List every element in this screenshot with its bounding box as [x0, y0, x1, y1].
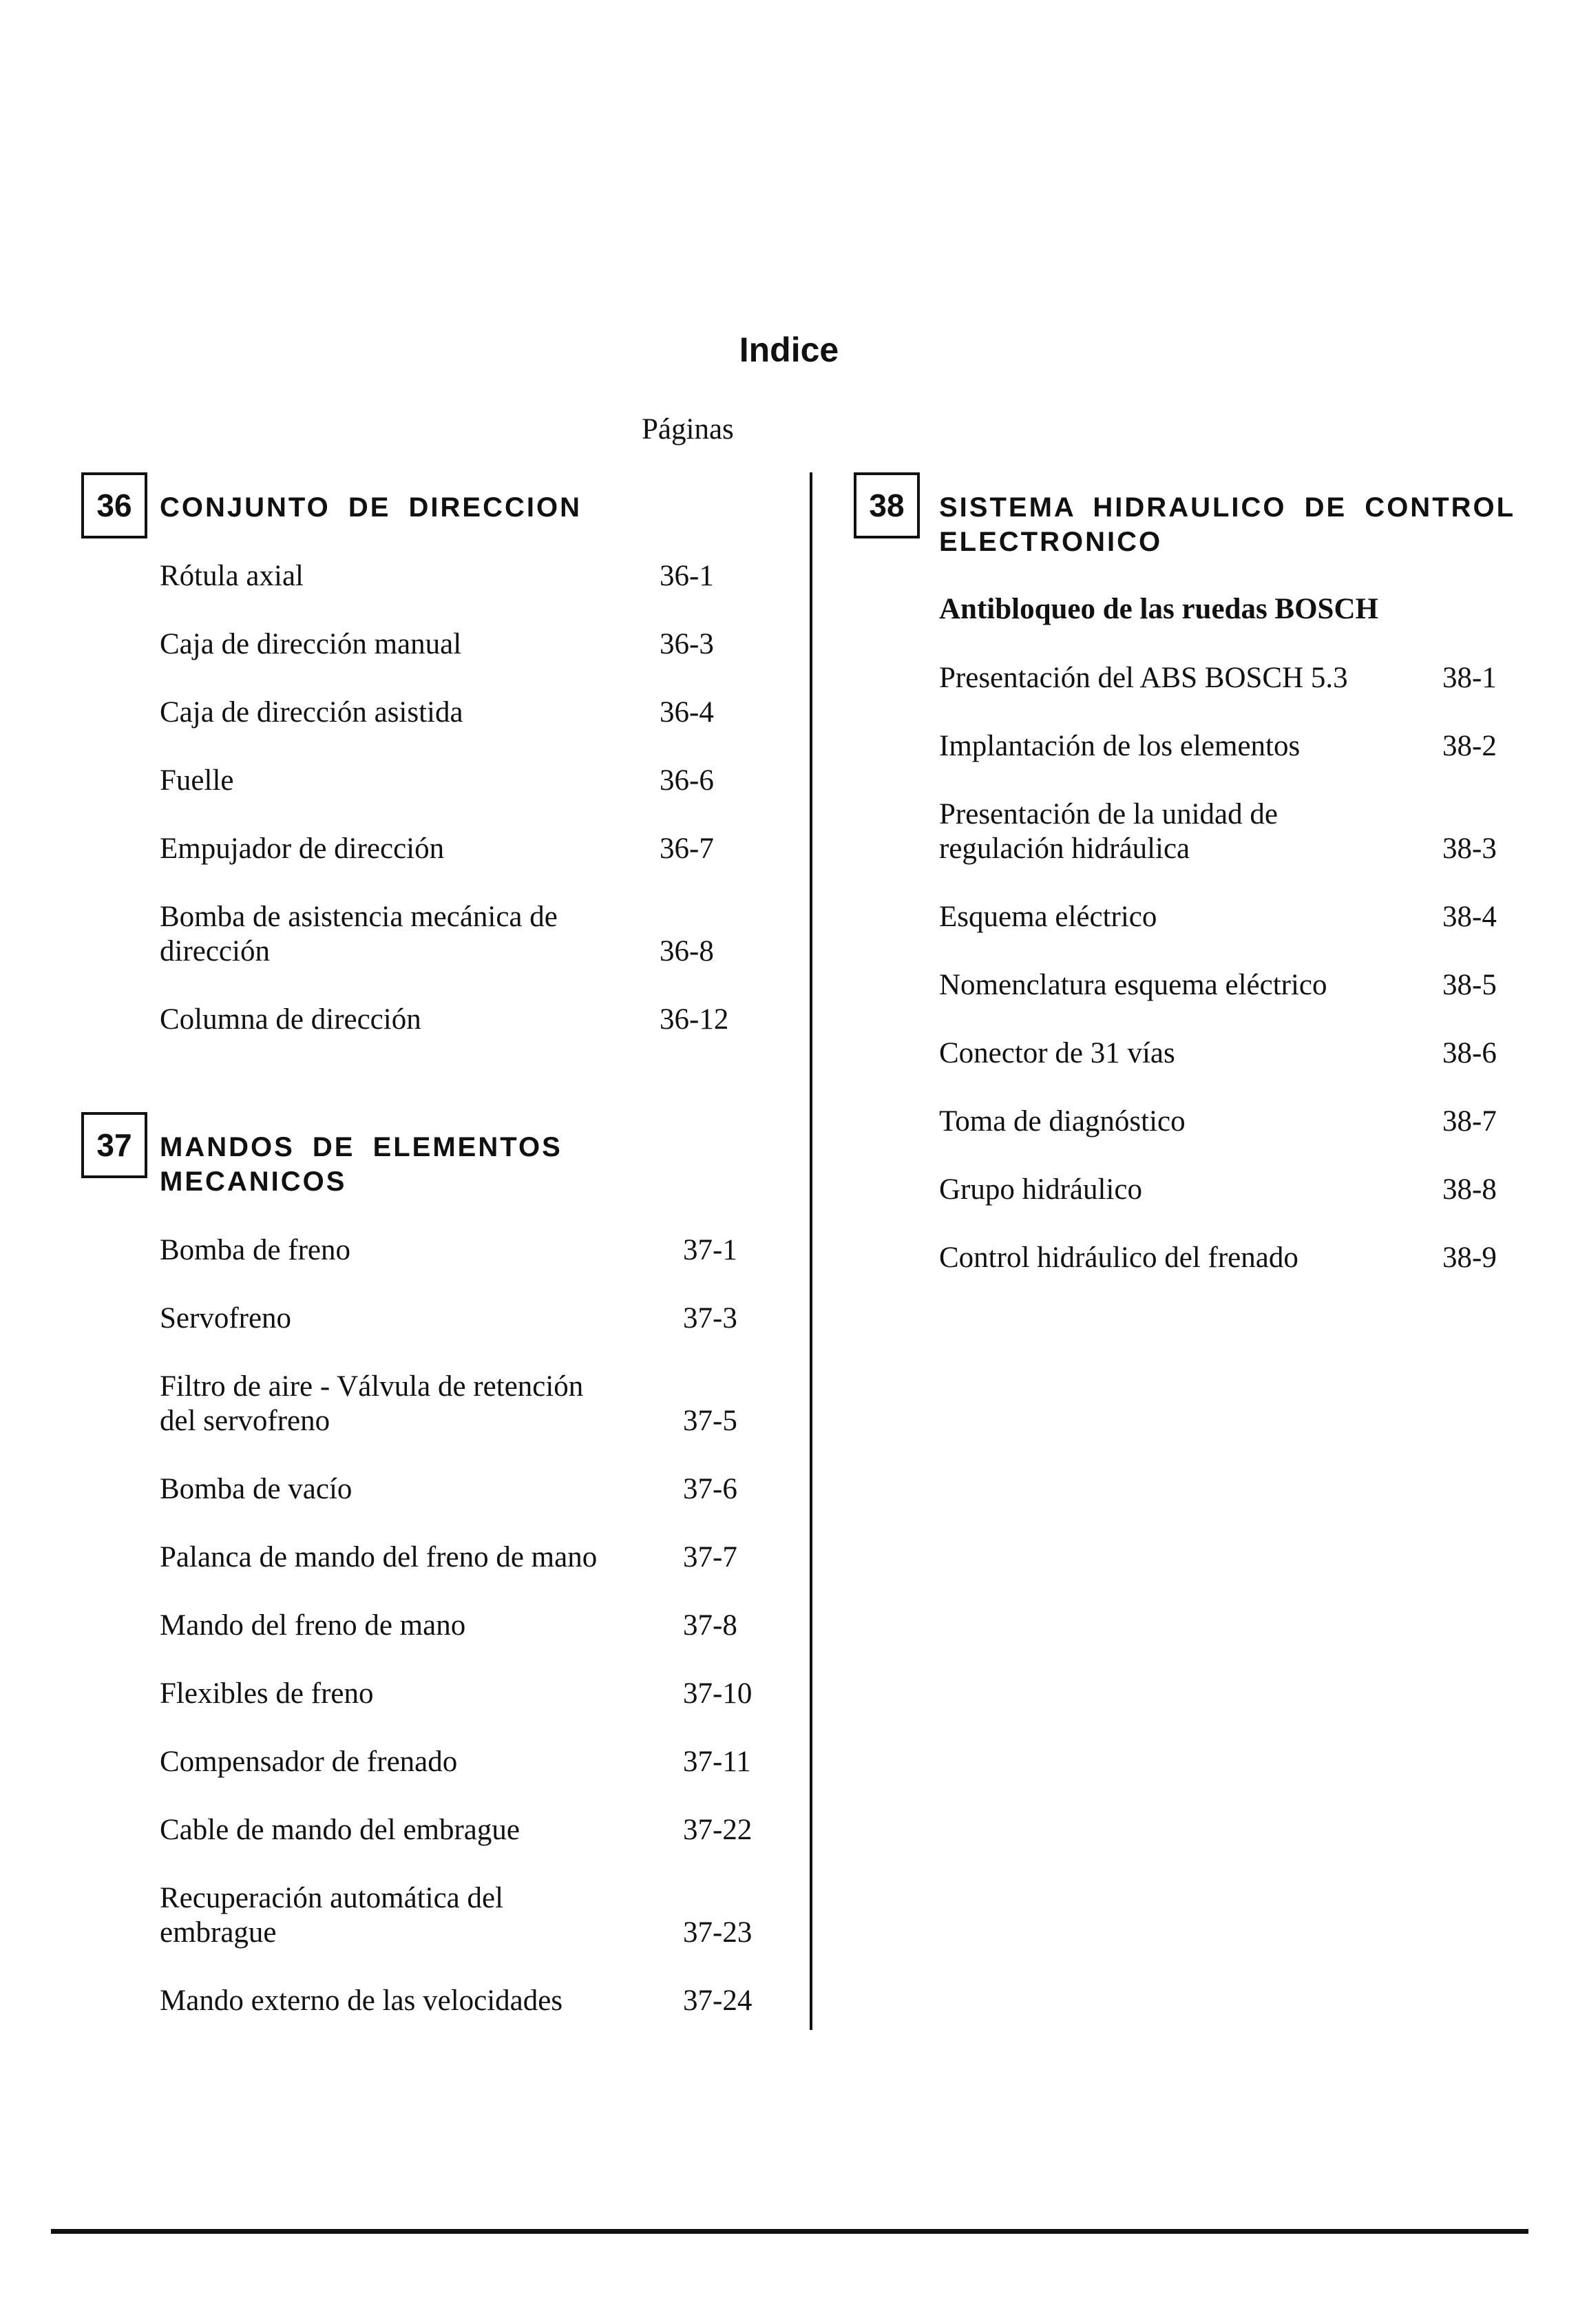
toc-entry-label: Columna de dirección: [160, 1003, 421, 1036]
toc-entry[interactable]: [160, 900, 714, 969]
toc-entry-page: 38-9: [1442, 1242, 1497, 1274]
toc-entry[interactable]: [160, 1813, 753, 1847]
toc-entry-page: 36-4: [660, 696, 714, 729]
toc-entry[interactable]: [160, 1233, 737, 1268]
toc-entry-label: Presentación de la unidad de regulación hidráulica: [939, 798, 1278, 865]
toc-entry-label: Conector de 31 vías: [939, 1037, 1175, 1069]
toc-entry-page: 36-8: [660, 935, 714, 967]
toc-entry-label: Cable de mando del embrague: [160, 1814, 520, 1846]
toc-entry-label: Caja de dirección asistida: [160, 696, 463, 729]
toc-entry[interactable]: [160, 1540, 737, 1575]
toc-entry-page: 38-3: [1442, 833, 1497, 865]
toc-entry-page: 37-5: [683, 1405, 737, 1437]
toc-entry-page: 36-1: [660, 560, 714, 592]
toc-entry[interactable]: [160, 1677, 753, 1711]
toc-entry-label: Flexibles de freno: [160, 1677, 374, 1710]
toc-entry[interactable]: [939, 1173, 1497, 1207]
toc-entry-page: 37-23: [683, 1916, 753, 1949]
toc-entry-page: 37-11: [683, 1746, 751, 1778]
toc-entry[interactable]: [160, 1003, 729, 1037]
toc-entry-page: 37-3: [683, 1302, 737, 1334]
toc-entry-label: Compensador de frenado: [160, 1746, 458, 1778]
toc-entry-label: Bomba de freno: [160, 1234, 351, 1266]
toc-entry-page: 38-8: [1442, 1173, 1497, 1206]
toc-entry-label: Empujador de dirección: [160, 833, 445, 865]
toc-entry[interactable]: [160, 1301, 737, 1336]
toc-entry[interactable]: [160, 1881, 753, 1950]
toc-entry-label: Implantación de los elementos: [939, 730, 1301, 762]
toc-entry[interactable]: [939, 1036, 1497, 1071]
section-subheading: Antibloqueo de las ruedas BOSCH: [939, 593, 1378, 625]
toc-entry-label: Mando del freno de mano: [160, 1609, 466, 1642]
toc-entry-page: 37-10: [683, 1677, 753, 1710]
toc-entry[interactable]: [160, 1370, 737, 1438]
toc-entry-label: Bomba de asistencia mecánica de dirección: [160, 901, 558, 967]
toc-entry-page: 37-22: [683, 1814, 753, 1846]
toc-entry-label: Filtro de aire - Válvula de retención del servofreno: [160, 1370, 584, 1437]
toc-entry-label: Esquema eléctrico: [939, 901, 1157, 933]
section-number-36: 36: [81, 472, 147, 538]
toc-entry-page: 38-6: [1442, 1037, 1497, 1069]
toc-entry[interactable]: [160, 559, 714, 594]
section-number-37: 37: [81, 1112, 147, 1178]
section-title-36: CONJUNTO DE DIRECCION: [160, 492, 582, 523]
toc-entry-label: Rótula axial: [160, 560, 304, 592]
toc-entry[interactable]: [939, 797, 1497, 866]
toc-entry[interactable]: [160, 1609, 737, 1643]
toc-entry[interactable]: [160, 1984, 753, 2018]
toc-entry-label: Recuperación automática del embrague: [160, 1882, 504, 1949]
toc-entry-label: Mando externo de las velocidades: [160, 1985, 563, 2017]
toc-entry-label: Grupo hidráulico: [939, 1173, 1142, 1206]
toc-entry[interactable]: [160, 764, 714, 798]
toc-entry-page: 37-24: [683, 1985, 753, 2017]
toc-entry-label: Bomba de vacío: [160, 1473, 353, 1505]
toc-entry[interactable]: [939, 1105, 1497, 1139]
toc-entry[interactable]: [939, 729, 1497, 764]
section-title-37: MANDOS DE ELEMENTOS MECANICOS: [160, 1132, 562, 1197]
toc-entry-label: Presentación del ABS BOSCH 5.3: [939, 662, 1348, 694]
toc-entry[interactable]: [939, 968, 1497, 1003]
toc-entry-page: 38-2: [1442, 730, 1497, 762]
toc-entry-page: 38-4: [1442, 901, 1497, 933]
column-divider: [810, 472, 812, 2030]
toc-entry[interactable]: [160, 695, 714, 730]
toc-entry[interactable]: [939, 1241, 1497, 1275]
toc-entry[interactable]: [160, 1745, 751, 1779]
toc-entry-page: 37-7: [683, 1541, 737, 1573]
pages-column-label: Páginas: [642, 413, 734, 446]
footer-rule: [51, 2229, 1528, 2234]
toc-entry-page: 37-8: [683, 1609, 737, 1642]
section-number-38: 38: [854, 472, 920, 538]
toc-entry-page: 36-3: [660, 628, 714, 660]
toc-entry-label: Fuelle: [160, 764, 234, 797]
toc-entry-label: Toma de diagnóstico: [939, 1105, 1186, 1138]
toc-entry[interactable]: [939, 661, 1497, 695]
toc-entry-page: 38-5: [1442, 969, 1497, 1001]
toc-entry-page: 36-6: [660, 764, 714, 797]
toc-entry-label: Palanca de mando del freno de mano: [160, 1541, 598, 1573]
toc-entry[interactable]: [939, 900, 1497, 934]
toc-entry-page: 37-6: [683, 1473, 737, 1505]
toc-entry[interactable]: [160, 1472, 737, 1507]
toc-entry-label: Control hidráulico del frenado: [939, 1242, 1298, 1274]
toc-entry-page: 36-7: [660, 833, 714, 865]
toc-entry-label: Servofreno: [160, 1302, 292, 1334]
toc-entry-page: 37-1: [683, 1234, 737, 1266]
toc-entry-label: Caja de dirección manual: [160, 628, 462, 660]
toc-entry-page: 38-7: [1442, 1105, 1497, 1138]
toc-entry[interactable]: [160, 832, 714, 866]
page-title: Indice: [739, 331, 839, 369]
toc-entry[interactable]: [160, 627, 714, 662]
toc-entry-page: 38-1: [1442, 662, 1497, 694]
toc-entry-label: Nomenclatura esquema eléctrico: [939, 969, 1327, 1001]
toc-entry-page: 36-12: [660, 1003, 729, 1036]
section-title-38: SISTEMA HIDRAULICO DE CONTROL ELECTRONICO: [939, 492, 1516, 557]
